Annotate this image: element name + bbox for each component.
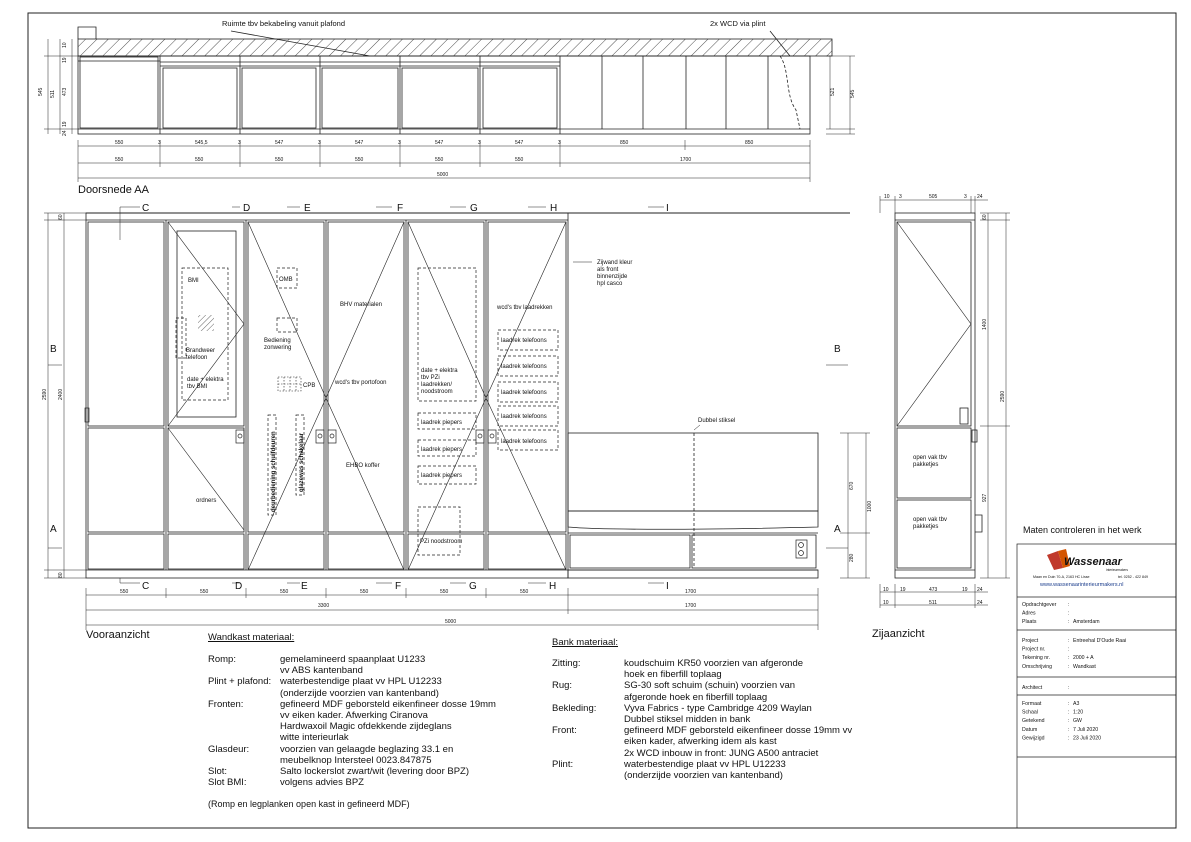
section-dim2-6: 1700 xyxy=(680,157,692,163)
material-row xyxy=(208,777,538,788)
title-block-rows2-3-1: : xyxy=(1068,663,1070,670)
front-dim-1700: 1700 xyxy=(685,603,697,609)
section-dim-7: 3 xyxy=(398,140,401,146)
section-left-heights xyxy=(38,42,68,136)
section-dim-13: 850 xyxy=(745,140,754,146)
svg-text:C: C xyxy=(142,581,150,592)
section-dim-total: 5000 xyxy=(437,172,449,178)
front-dim-2: 550 xyxy=(280,589,289,595)
materials-bench xyxy=(552,637,887,781)
material-key: Romp: xyxy=(208,654,236,665)
material-row xyxy=(208,676,538,698)
side-label-pakketjes-2: open vak tbv pakketjes xyxy=(913,517,948,530)
svg-text:24: 24 xyxy=(62,130,68,136)
section-right-heights xyxy=(830,87,856,98)
svg-text:B: B xyxy=(834,344,841,355)
svg-text:A: A xyxy=(834,524,841,535)
label-bhv: BHV materialen xyxy=(340,302,383,308)
material-value: koudschuim KR50 voorzien van afgeronde hoek en fiberfill toplaag xyxy=(624,658,804,681)
material-value: Vyva Fabrics - type Cambridge 4209 Waylan Dubbel stiksel midden in bank xyxy=(624,702,812,726)
side-view xyxy=(880,196,1010,608)
title-block-rows4-4-2: 23 Juli 2020 xyxy=(1073,735,1101,742)
material-value: gefineerd MDF geborsteld eikenfineer dosse 19mm vv eiken kader, afwerking idem als kast 2x WCD inbouw in front: JUNG A500 antraciet xyxy=(624,725,853,759)
ceiling-hatch xyxy=(78,39,832,56)
svg-text:G: G xyxy=(469,581,477,592)
material-row xyxy=(552,680,887,702)
section-dim2-0: 550 xyxy=(115,157,124,163)
side-label-pakketjes-1: open vak tbv pakketjes xyxy=(913,455,948,468)
company-website: www.wassenaarinterieurmakers.nl xyxy=(1040,582,1124,588)
label-data-bmi: date + elektra tbv BMI xyxy=(187,377,224,390)
label-bmi: BMI xyxy=(188,278,199,284)
material-key: Fronten: xyxy=(208,698,244,710)
label-laadrek-piepers-1: laadrek piepers xyxy=(421,420,463,426)
title-block-rows4-3-1: : xyxy=(1068,726,1070,733)
svg-text:G: G xyxy=(470,203,478,214)
svg-text:1000: 1000 xyxy=(867,500,873,512)
material-key: Plint + plafond: xyxy=(208,676,272,688)
svg-text:24: 24 xyxy=(977,194,983,200)
section-dim-0: 550 xyxy=(115,140,124,146)
front-dim-total: 5000 xyxy=(445,619,457,625)
section-dim2-1: 550 xyxy=(195,157,204,163)
material-value: SG-30 soft schuim (schuin) voorzien van afgeronde hoek en fiberfill toplaag xyxy=(624,680,796,703)
title-block-rows3-0-1: : xyxy=(1068,685,1070,691)
title-block-rows4-1-2: 1:20 xyxy=(1073,709,1084,716)
material-key: Zitting: xyxy=(552,658,581,669)
title-block-rows4-0-1: : xyxy=(1068,701,1070,707)
company-logo-sub: interieurmakers xyxy=(1106,568,1128,572)
label-laadrek-telefoons-5: laadrek telefoons xyxy=(501,439,547,445)
svg-text:D: D xyxy=(235,581,243,592)
front-labels xyxy=(186,260,735,545)
material-key: Bekleding: xyxy=(552,702,597,714)
material-key: Slot: xyxy=(208,766,228,778)
label-laadrek-telefoons-4: laadrek telefoons xyxy=(501,414,547,420)
title-block-rows xyxy=(1022,602,1126,741)
label-glazewas: glazewas schakelaar xyxy=(299,432,305,492)
svg-text:19: 19 xyxy=(62,57,68,63)
label-zijwand: Zijwand kleur als front binnenzijde hpl casco xyxy=(597,260,633,287)
section-dim2-4: 550 xyxy=(435,157,444,163)
svg-text:24: 24 xyxy=(977,587,983,593)
side-right-heights xyxy=(982,214,1006,502)
material-row xyxy=(552,759,887,781)
label-ordners: ordners xyxy=(196,498,217,504)
section-dim-4: 547 xyxy=(275,140,284,146)
title-block-rows3-0-0: Architect xyxy=(1022,685,1043,691)
svg-text:F: F xyxy=(397,203,404,214)
front-dim-0: 550 xyxy=(120,589,129,595)
material-key: Front: xyxy=(552,725,577,737)
front-title: Vooraanzicht xyxy=(86,629,150,641)
title-block-rows2-2-2: 2000 + A xyxy=(1073,655,1094,662)
svg-text:H: H xyxy=(550,203,558,214)
front-dims-bottom xyxy=(120,589,696,595)
front-dim-1: 550 xyxy=(200,589,209,595)
title-block-rows2-1-1: : xyxy=(1068,646,1070,653)
label-ehbo: EHBO koffer xyxy=(346,463,380,469)
svg-text:80: 80 xyxy=(58,572,64,578)
note-check-dims: Maten controleren in het werk xyxy=(1023,525,1142,535)
svg-text:24: 24 xyxy=(977,600,983,606)
svg-text:545: 545 xyxy=(850,89,856,98)
side-top-dims xyxy=(884,194,983,200)
svg-text:19: 19 xyxy=(900,587,906,593)
label-cpb: CPB xyxy=(303,383,316,389)
svg-text:521: 521 xyxy=(830,87,836,96)
side-title: Zijaanzicht xyxy=(872,628,925,640)
svg-text:280: 280 xyxy=(849,553,855,562)
material-row xyxy=(552,725,887,759)
title-block-rows2-3-0: Omschrijving xyxy=(1022,663,1052,670)
svg-text:I: I xyxy=(666,581,669,592)
material-key: Plint: xyxy=(552,758,574,770)
svg-text:10: 10 xyxy=(883,600,889,606)
section-dims-row2 xyxy=(115,157,691,163)
title-block-rows2-1-0: Project nr. xyxy=(1022,646,1046,653)
label-brandweer: Brandweer telefoon xyxy=(186,348,216,361)
title-block-rows4-0-2: A3 xyxy=(1073,701,1080,707)
title-block-rows1-1-1: : xyxy=(1068,610,1070,617)
section-title: Doorsnede AA xyxy=(78,184,149,196)
section-dim2-5: 550 xyxy=(515,157,524,163)
title-block-rows1-2-2: Amsterdam xyxy=(1073,619,1100,626)
title-block-rows2-3-2: Wandkast xyxy=(1073,663,1096,670)
section-note-wcd: 2x WCD via plint xyxy=(710,19,766,28)
front-dim-6: 1700 xyxy=(685,589,697,595)
svg-text:H: H xyxy=(549,581,557,592)
svg-text:2590: 2590 xyxy=(1000,390,1006,402)
svg-text:473: 473 xyxy=(929,587,938,593)
label-dubbel-stiksel: Dubbel stiksel xyxy=(698,418,736,424)
title-block-rows4-0-0: Formaat xyxy=(1022,701,1042,707)
label-wcd-portofoon: wcd's tbv portofoon xyxy=(335,380,387,386)
svg-text:E: E xyxy=(304,203,311,214)
svg-text:927: 927 xyxy=(982,493,988,502)
section-view xyxy=(44,27,855,182)
label-laadrek-piepers-3: laadrek piepers xyxy=(421,473,463,479)
material-value: gemelamineerd spaanplaat U1233 vv ABS kantenband xyxy=(280,654,426,677)
front-dim-5: 550 xyxy=(520,589,529,595)
svg-text:10: 10 xyxy=(883,587,889,593)
section-dim2-2: 550 xyxy=(275,157,284,163)
svg-text:3: 3 xyxy=(899,194,902,200)
material-value: gefineerd MDF geborsteld eikenfineer dosse 19mm vv eiken kader. Afwerking Ciranova Hardwaxoil Magic ofdekkende zijdeglans witte interieurlak xyxy=(280,698,496,744)
svg-text:670: 670 xyxy=(849,481,855,490)
title-block-rows4-3-2: 7 Juli 2020 xyxy=(1073,726,1099,733)
svg-text:A: A xyxy=(50,524,57,535)
svg-text:60: 60 xyxy=(58,214,64,220)
svg-text:2590: 2590 xyxy=(42,388,48,400)
section-dim-9: 3 xyxy=(478,140,481,146)
title-block-rows4-3-0: Datum xyxy=(1022,726,1038,733)
svg-text:511: 511 xyxy=(50,90,56,98)
materials-cabinet xyxy=(208,632,538,809)
svg-text:10: 10 xyxy=(62,42,68,48)
material-key: Slot BMI: xyxy=(208,777,247,789)
material-value: waterbestendige plaat vv HPL U12233 (onderzijde voorzien van kantenband) xyxy=(624,758,786,782)
material-row xyxy=(552,703,887,725)
label-deurbediening: deurbediening schuifdeuren xyxy=(271,431,277,512)
title-block-rows1-0-0: Opdrachtgever xyxy=(1022,602,1057,608)
material-row xyxy=(552,658,887,680)
svg-text:505: 505 xyxy=(929,194,938,200)
svg-text:F: F xyxy=(395,581,402,592)
svg-text:1400: 1400 xyxy=(982,318,988,330)
svg-text:I: I xyxy=(666,203,669,214)
svg-text:D: D xyxy=(243,203,251,214)
material-value: voorzien van gelaagde beglazing 33.1 en meubelknop Intersteel 0023.847875 xyxy=(280,743,454,766)
section-dim2-3: 550 xyxy=(355,157,364,163)
title-block-rows4-2-2: GW xyxy=(1073,718,1082,725)
material-row xyxy=(208,766,538,777)
front-dim-3300: 3300 xyxy=(318,603,330,609)
front-right-heights xyxy=(849,481,873,562)
section-dim-11: 3 xyxy=(558,140,561,146)
label-wcd-laadrekken: wcd's tbv laadrekken xyxy=(497,305,553,311)
svg-text:E: E xyxy=(301,581,308,592)
materials-cabinet-heading: Wandkast materiaal: xyxy=(208,632,295,643)
section-dim-5: 3 xyxy=(318,140,321,146)
material-value: volgens advies BPZ xyxy=(280,777,364,789)
svg-text:19: 19 xyxy=(62,121,68,127)
material-row xyxy=(208,744,538,766)
material-row xyxy=(208,699,538,744)
title-block-rows1-2-1: : xyxy=(1068,619,1070,626)
front-dim-3: 550 xyxy=(360,589,369,595)
title-block-rows4-2-0: Getekend xyxy=(1022,718,1045,725)
label-laadrek-telefoons-2: laadrek telefoons xyxy=(501,364,547,370)
label-laadrek-telefoons-3: laadrek telefoons xyxy=(501,390,547,396)
section-note-cabling: Ruimte tbv bekabeling vanuit plafond xyxy=(222,19,345,28)
label-omb: OMB xyxy=(279,277,293,283)
company-phone: tel. 0252 - 422 849 xyxy=(1118,575,1148,579)
label-laadrek-telefoons-1: laadrek telefoons xyxy=(501,338,547,344)
svg-text:2400: 2400 xyxy=(58,388,64,400)
svg-text:3: 3 xyxy=(964,194,967,200)
title-block-rows1-1-0: Adres xyxy=(1022,610,1036,617)
title-block-rows2-0-2: Entreehal D'Oude Raai xyxy=(1073,638,1127,644)
section-dim-6: 547 xyxy=(355,140,364,146)
label-laadrek-piepers-2: laadrek piepers xyxy=(421,447,463,453)
front-view xyxy=(44,207,870,630)
section-dim-12: 850 xyxy=(620,140,629,146)
title-block-rows2-2-0: Tekening nr. xyxy=(1022,655,1050,662)
material-key: Glasdeur: xyxy=(208,743,250,755)
side-bottom-dims xyxy=(883,587,983,606)
label-data-pzi: date + elektra tbv PZi laadrekken/ noodstroom xyxy=(421,368,458,395)
title-block-rows2-0-0: Project xyxy=(1022,638,1039,644)
title-block-rows4-1-1: : xyxy=(1068,709,1070,716)
section-dim-8: 547 xyxy=(435,140,444,146)
svg-text:60: 60 xyxy=(982,214,988,220)
title-block-rows4-4-1: : xyxy=(1068,735,1070,742)
material-value: Salto lockerslot zwart/wit (levering door BPZ) xyxy=(280,766,470,778)
material-row xyxy=(208,654,538,676)
section-dim-10: 547 xyxy=(515,140,524,146)
title-block-rows1-2-0: Plaats xyxy=(1022,619,1037,626)
svg-text:B: B xyxy=(50,344,57,355)
material-key: Rug: xyxy=(552,680,573,692)
svg-text:C: C xyxy=(142,203,150,214)
company-logo-text: Wassenaar xyxy=(1064,556,1122,568)
label-bediening: Bediening zonwering xyxy=(264,338,292,351)
svg-text:511: 511 xyxy=(929,600,937,606)
front-dim-4: 550 xyxy=(440,589,449,595)
label-pzi-noodstroom: PZi noodstroom xyxy=(420,539,463,545)
material-value: waterbestendige plaat vv HPL U12233 (onderzijde voorzien van kantenband) xyxy=(280,676,442,699)
title-block-rows1-0-1: : xyxy=(1068,602,1070,608)
section-dim-2: 545,5 xyxy=(195,140,208,146)
section-dims-row1 xyxy=(115,140,754,146)
svg-text:10: 10 xyxy=(884,194,890,200)
materials-cabinet-footer: (Romp en legplanken open kast in gefineerd MDF) xyxy=(208,799,410,810)
title-block-rows4-1-0: Schaal xyxy=(1022,709,1038,716)
title-block-rows2-2-1: : xyxy=(1068,655,1070,662)
svg-text:545: 545 xyxy=(38,87,44,96)
title-block-rows4-4-0: Gewijzigd xyxy=(1022,735,1045,742)
company-address: Maan en Duin 70-A, 2163 HC Lisse xyxy=(1033,575,1090,579)
svg-text:473: 473 xyxy=(62,87,68,96)
title-block-rows2-0-1: : xyxy=(1068,638,1070,644)
section-dim-3: 3 xyxy=(238,140,241,146)
materials-bench-heading: Bank materiaal: xyxy=(552,637,619,648)
section-dim-1: 3 xyxy=(158,140,161,146)
svg-text:19: 19 xyxy=(962,587,968,593)
title-block-rows4-2-1: : xyxy=(1068,718,1070,725)
